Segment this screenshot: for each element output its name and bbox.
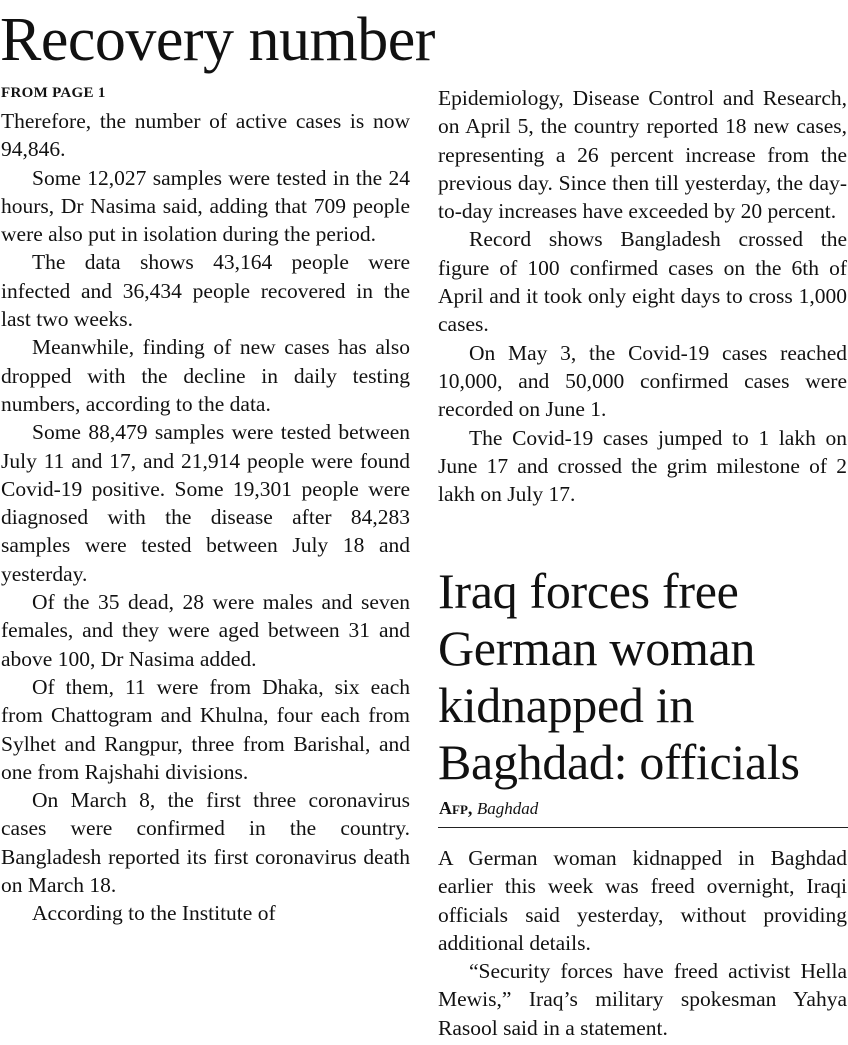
paragraph: Therefore, the number of active cases is now 94,846. [1,109,410,162]
paragraph: Epidemiology, Disease Control and Research, on April 5, the country reported 18 new cases, representing a 26 percent increase from the previous day. Since then till yesterday, the day-to-day increases have exceeded by 20 percent. [438,86,847,224]
byline-agency: Afp, [439,798,473,818]
story-column-right [438,84,847,508]
second-story-body [438,844,847,1042]
headline-line: kidnapped in [438,677,695,733]
continuation-kicker: FROM PAGE 1 [1,85,106,101]
story-column-left [1,107,410,928]
paragraph: The data shows 43,164 people were infected and 36,434 people recovered in the last two weeks. [1,250,410,332]
byline [439,797,538,820]
byline-dateline: Baghdad [476,799,539,818]
byline-divider [438,827,848,828]
paragraph: On March 8, the first three coronavirus cases were confirmed in the country. Bangladesh reported its first coronavirus death on March 18. [1,788,410,898]
paragraph: Meanwhile, finding of new cases has also dropped with the decline in daily testing numbers, according to the data. [1,335,410,416]
paragraph: According to the Institute of [32,901,276,926]
second-story-headline [438,563,848,791]
paragraph: Of them, 11 were from Dhaka, six each from Chattogram and Khulna, four each from Sylhet and Rangpur, three from Barishal, and one from Rajshahi divisions. [1,674,410,784]
paragraph: Some 88,479 samples were tested between July 11 and 17, and 21,914 people were found Covid-19 positive. Some 19,301 people were diagnosed with the disease after 84,283 samples were tested between July 18 and yesterday. [1,420,410,586]
paragraph: On May 3, the Covid-19 cases reached 10,000, and 50,000 confirmed cases were recorded on June 1. [438,340,847,422]
headline-line: Iraq forces free [438,563,739,619]
paragraph: Record shows Bangladesh crossed the figure of 100 confirmed cases on the 6th of April and it took only eight days to cross 1,000 cases. [438,227,847,337]
paragraph: The Covid-19 cases jumped to 1 lakh on June 17 and crossed the grim milestone of 2 lakh on July 17. [438,425,847,507]
headline-line: German woman [438,620,756,676]
paragraph: “Security forces have freed activist Hella Mewis,” Iraq’s military spokesman Yahya Rasool said in a statement. [438,959,847,1040]
paragraph: A German woman kidnapped in Baghdad earlier this week was freed overnight, Iraqi officials said yesterday, without providing additional details. [438,846,847,955]
paragraph: Some 12,027 samples were tested in the 24 hours, Dr Nasima said, adding that 709 people were also put in isolation during the period. [1,165,410,247]
paragraph: Of the 35 dead, 28 were males and seven females, and they were aged between 31 and above 100, Dr Nasima added. [1,590,410,671]
headline-line: Baghdad: officials [438,734,800,790]
story-headline: Recovery number [0,6,435,74]
